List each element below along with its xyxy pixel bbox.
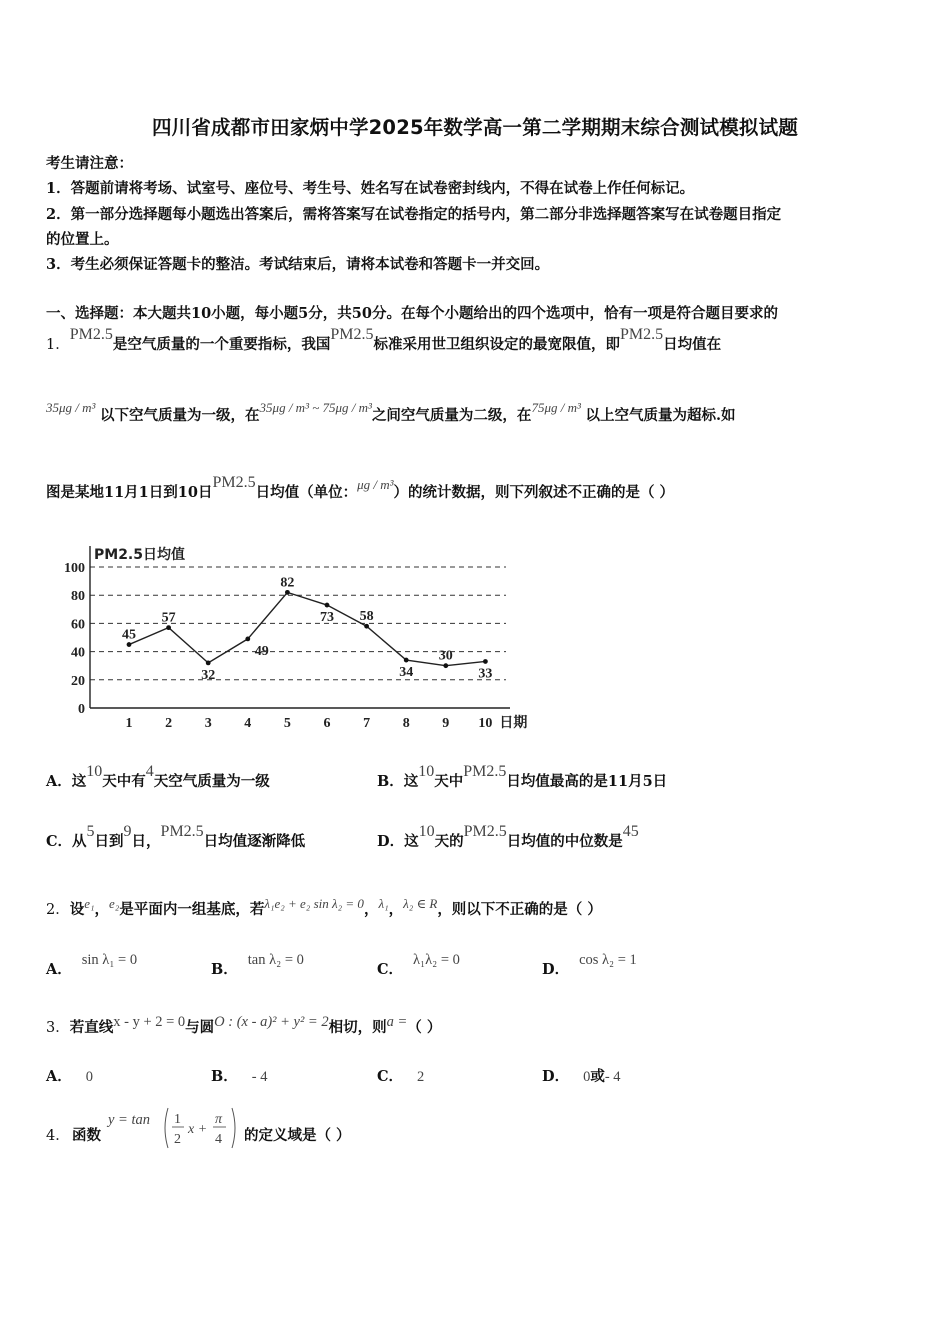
q1-option-a-text-2: 天空气质量为一级 bbox=[153, 773, 270, 790]
data-point bbox=[285, 590, 290, 595]
q3-option-a-value: 0 bbox=[85, 1069, 94, 1085]
notice-item-2: 2．第一部分选择题每小题选出答案后，需将答案写在试卷指定的括号内，第二部分非选择题答案写在试卷题目指定 bbox=[46, 206, 782, 223]
x-tick-label: 1 bbox=[125, 716, 133, 731]
q1-option-b-pm: PM2.5 bbox=[463, 763, 507, 780]
q1-option-d-n45: 45 bbox=[622, 823, 639, 840]
q4-text-1: 函数 bbox=[72, 1127, 101, 1144]
q3-option-c-value: 2 bbox=[417, 1069, 425, 1085]
q1-option-c-text-2: 日， bbox=[131, 833, 161, 850]
x-axis-label: 日期 bbox=[499, 715, 528, 731]
q2-line bbox=[46, 898, 602, 919]
q1-option-c-text-3: 日均值逐渐降低 bbox=[203, 833, 306, 850]
q2-option-d-expr: cos λ₂ = 1 bbox=[579, 952, 637, 968]
data-label: 73 bbox=[320, 610, 334, 626]
data-label: 30 bbox=[438, 648, 453, 664]
q2-comma: ， bbox=[94, 901, 110, 918]
q1-line-3 bbox=[46, 474, 675, 502]
q3-option-a[interactable] bbox=[46, 1065, 93, 1086]
q3-option-b-label: B． bbox=[211, 1068, 238, 1085]
y-tick-label: 20 bbox=[71, 673, 85, 689]
q3-circle-expr: O : (x - a)² + y² = 2 bbox=[214, 1014, 329, 1030]
q1-option-c[interactable] bbox=[46, 823, 306, 851]
data-label: 58 bbox=[359, 609, 374, 625]
data-label: 49 bbox=[254, 643, 269, 659]
section-heading: 一、选择题：本大题共10小题，每小题5分，共50分。在每个小题给出的四个选项中，恰有一项是符合题目要求的 bbox=[46, 305, 778, 322]
q1-line-2 bbox=[46, 400, 736, 425]
data-point bbox=[245, 637, 250, 642]
q2-option-d-label: D． bbox=[542, 961, 570, 978]
q2-text-1: 设 bbox=[69, 901, 85, 918]
q1-option-b-text-1: 天中 bbox=[434, 773, 464, 790]
q2-number: 2． bbox=[46, 902, 70, 918]
q3-option-d-or: 或 bbox=[590, 1068, 605, 1085]
q4-fraction-expression bbox=[162, 1106, 242, 1150]
q1-pm-1: PM2.5 bbox=[69, 326, 113, 343]
q4-text-2: 的定义域是（ ） bbox=[244, 1127, 351, 1144]
q1-number: 1． bbox=[46, 337, 70, 353]
q3-a: a = bbox=[386, 1014, 408, 1030]
q3-text-3: 相切，则 bbox=[328, 1019, 387, 1036]
q2-e1: e₁ bbox=[84, 896, 95, 911]
q2-expr: λ₁e₂ + e₂ sin λ₂ = 0 bbox=[264, 896, 364, 911]
chart-title: PM2.5日均值 bbox=[94, 547, 185, 563]
q2-text-4: ， bbox=[388, 901, 404, 918]
q2-text-5: ，则以下不正确的是（ ） bbox=[437, 901, 602, 918]
q3-option-c[interactable] bbox=[377, 1065, 424, 1086]
page-title: 四川省成都市田家炳中学2025年数学高一第二学期期末综合测试模拟试题 bbox=[151, 116, 799, 139]
y-tick-label: 80 bbox=[71, 589, 85, 605]
notice-item-1: 1．答题前请将考场、试室号、座位号、考生号、姓名写在试卷密封线内，不得在试卷上作任何标记。 bbox=[46, 180, 695, 197]
q3-text-1: 若直线 bbox=[69, 1019, 114, 1036]
q1-option-d-label: D．这 bbox=[377, 833, 419, 850]
y-tick-label: 60 bbox=[71, 617, 85, 633]
q1-option-a-n4: 4 bbox=[145, 763, 154, 780]
data-point bbox=[127, 642, 132, 647]
q2-option-c[interactable] bbox=[377, 952, 460, 979]
q4-frac1-den: 2 bbox=[174, 1132, 181, 1147]
data-point bbox=[404, 658, 409, 663]
q1-option-c-text-1: 日到 bbox=[94, 833, 124, 850]
q1-text-7: 图是某地11月1日到10日 bbox=[46, 484, 213, 501]
q2-text-2: 是平面内一组基底，若 bbox=[119, 901, 265, 918]
data-label: 45 bbox=[122, 627, 136, 643]
q1-option-c-pm: PM2.5 bbox=[160, 823, 204, 840]
q1-text-4: 以下空气质量为一级，在 bbox=[100, 407, 260, 424]
q1-option-b-n10: 10 bbox=[418, 763, 435, 780]
data-label: 82 bbox=[280, 575, 295, 591]
q1-option-d-n10: 10 bbox=[418, 823, 435, 840]
q2-option-d[interactable] bbox=[542, 952, 637, 979]
data-label: 32 bbox=[201, 667, 216, 683]
q3-line-expr: x - y + 2 = 0 bbox=[113, 1014, 186, 1030]
q1-unit: μg / m³ bbox=[357, 477, 394, 492]
data-point bbox=[483, 659, 488, 664]
q1-option-b-label: B．这 bbox=[377, 773, 419, 790]
q1-option-b[interactable] bbox=[377, 763, 668, 791]
q1-option-a-text-1: 天中有 bbox=[102, 773, 146, 790]
q1-text-9: ）的统计数据，则下列叙述不正确的是（ ） bbox=[393, 484, 675, 501]
q1-option-a-n10: 10 bbox=[86, 763, 103, 780]
q1-option-d-pm: PM2.5 bbox=[463, 823, 507, 840]
x-tick-label: 8 bbox=[402, 716, 410, 731]
notice-heading: 考生请注意： bbox=[46, 155, 133, 172]
y-tick-label: 100 bbox=[64, 561, 85, 576]
q2-option-c-label: C． bbox=[377, 961, 404, 978]
q2-option-b[interactable] bbox=[211, 952, 304, 979]
data-point bbox=[364, 624, 369, 629]
q1-text-3: 日均值在 bbox=[663, 336, 722, 353]
q1-option-c-label: C．从 bbox=[46, 833, 87, 850]
q1-option-c-n9: 9 bbox=[123, 823, 132, 840]
q1-text-5: 之间空气质量为二级，在 bbox=[371, 407, 532, 424]
y-tick-label: 0 bbox=[78, 702, 85, 717]
notice-item-3: 3．考生必须保证答题卡的整洁。考试结束后，请将本试卷和答题卡一并交回。 bbox=[46, 256, 550, 273]
q2-option-c-expr: λ₁λ₂ = 0 bbox=[413, 952, 460, 968]
q2-option-b-label: B． bbox=[211, 961, 238, 978]
q4-frac1-num: 1 bbox=[174, 1112, 181, 1127]
series-line bbox=[129, 592, 485, 665]
q3-option-c-label: C． bbox=[377, 1068, 404, 1085]
x-tick-label: 3 bbox=[204, 716, 212, 731]
q1-text-2: 标准采用世卫组织设定的最宽限值，即 bbox=[373, 336, 620, 353]
q1-m35: 35μg / m³ bbox=[46, 400, 96, 415]
q2-l1: λ₁ bbox=[378, 896, 389, 911]
notice-item-2-cont: 的位置上。 bbox=[46, 231, 119, 248]
q3-option-d-label: D． bbox=[542, 1068, 570, 1085]
x-tick-label: 6 bbox=[323, 716, 331, 731]
q2-e2: e₂ bbox=[109, 896, 120, 911]
q1-option-d-text-2: 日均值的中位数是 bbox=[506, 833, 623, 850]
pm25-line-chart bbox=[46, 540, 546, 740]
q1-m3575: 35μg / m³ ~ 75μg / m³ bbox=[259, 400, 372, 415]
q3-text-4: （ ） bbox=[407, 1019, 442, 1036]
data-label: 34 bbox=[399, 665, 414, 681]
q3-number: 3． bbox=[46, 1020, 70, 1036]
q3-text-2: 与圆 bbox=[185, 1019, 215, 1036]
q1-text-1: 是空气质量的一个重要指标，我国 bbox=[112, 336, 331, 353]
q1-option-a-label: A．这 bbox=[46, 773, 87, 790]
q4-expr-y: y = tan bbox=[108, 1112, 150, 1128]
q1-text-8: 日均值（单位： bbox=[255, 484, 358, 501]
q3-line bbox=[46, 1016, 441, 1037]
q4-frac2-den: 4 bbox=[215, 1132, 222, 1147]
x-tick-label: 5 bbox=[283, 716, 291, 731]
q1-pm-4: PM2.5 bbox=[212, 474, 256, 491]
q1-option-b-text-2: 日均值最高的是11月5日 bbox=[506, 773, 668, 790]
data-point bbox=[206, 660, 211, 665]
x-tick-label: 4 bbox=[244, 716, 252, 731]
x-tick-label: 7 bbox=[363, 716, 371, 731]
q1-pm-2: PM2.5 bbox=[330, 326, 374, 343]
q1-option-d[interactable] bbox=[377, 823, 639, 851]
q2-option-b-expr: tan λ₂ = 0 bbox=[247, 952, 304, 968]
data-point bbox=[166, 625, 171, 630]
data-label: 33 bbox=[478, 666, 493, 682]
data-point bbox=[443, 663, 448, 668]
x-tick-label: 2 bbox=[165, 716, 173, 731]
q3-option-b-value: - 4 bbox=[251, 1069, 268, 1085]
q2-l2r: λ₂ ∈ R bbox=[403, 896, 438, 911]
q1-option-c-n5: 5 bbox=[86, 823, 95, 840]
q2-option-a-label: A． bbox=[46, 961, 72, 978]
q4-frac2-num: π bbox=[215, 1112, 223, 1127]
q1-text-6: 以上空气质量为超标.如 bbox=[585, 407, 736, 424]
q3-option-d[interactable] bbox=[542, 1065, 621, 1086]
q3-option-a-label: A． bbox=[46, 1068, 72, 1085]
data-point bbox=[325, 603, 330, 608]
q1-pm-3: PM2.5 bbox=[619, 326, 664, 343]
x-tick-label: 10 bbox=[478, 716, 493, 731]
q2-option-a-expr: sin λ₁ = 0 bbox=[81, 952, 138, 968]
y-tick-label: 40 bbox=[71, 645, 85, 661]
q1-option-a[interactable] bbox=[46, 763, 270, 791]
q3-option-d-value-1: 0 bbox=[583, 1069, 591, 1085]
q4-number: 4． bbox=[46, 1128, 70, 1144]
q3-option-b[interactable] bbox=[211, 1065, 267, 1086]
data-label: 57 bbox=[161, 610, 176, 626]
q1-m75: 75μg / m³ bbox=[531, 400, 581, 415]
q3-option-d-value-2: - 4 bbox=[604, 1069, 621, 1085]
q4-x-plus: x + bbox=[188, 1122, 208, 1137]
q2-text-3: ， bbox=[363, 901, 379, 918]
q1-option-d-text-1: 天的 bbox=[434, 833, 464, 850]
q1-line-1 bbox=[46, 326, 722, 354]
x-tick-label: 9 bbox=[442, 716, 450, 731]
q2-option-a[interactable] bbox=[46, 952, 138, 979]
